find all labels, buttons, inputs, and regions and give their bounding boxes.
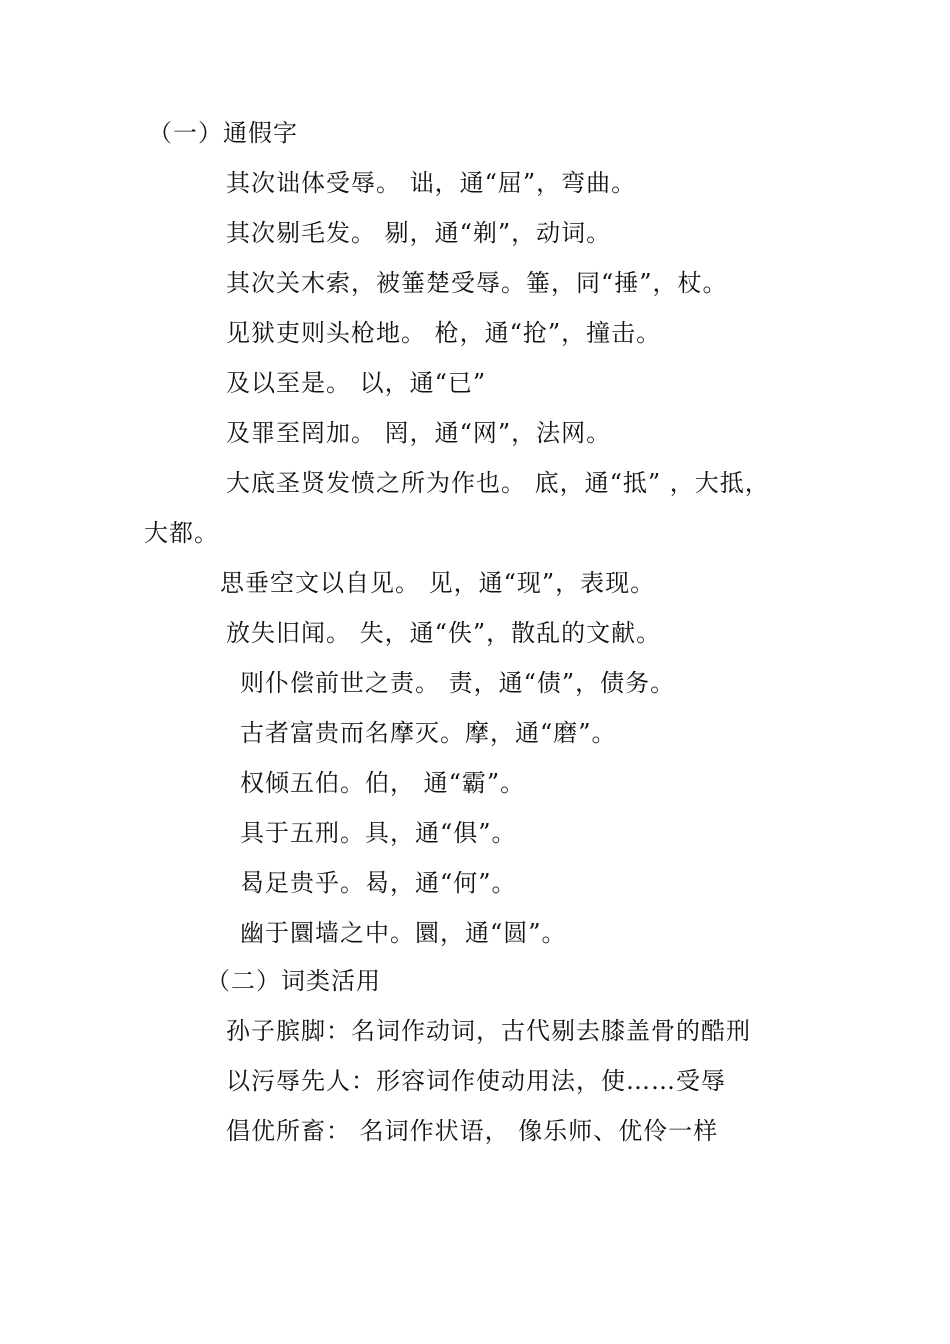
text-line: 以污辱先人：形容词作使动用法，使……受辱 xyxy=(226,1067,726,1095)
text-line: 其次剔毛发。 剔，通“剃”，动词。 xyxy=(226,219,612,247)
text-line: 曷足贵乎。曷，通“何”。 xyxy=(240,869,517,897)
text-line: 放失旧闻。 失，通“佚”，散乱的文献。 xyxy=(226,619,662,647)
text-line: 其次诎体受辱。 诎，通“屈”，弯曲。 xyxy=(226,169,637,197)
text-line: 大底圣贤发愤之所为作也。 底，通“抵” ，大抵， xyxy=(226,469,770,497)
text-line: 其次关木索，被箠楚受辱。箠，同“捶”，杖。 xyxy=(226,269,728,297)
text-line-continuation: 大都。 xyxy=(144,519,219,547)
text-line: 幽于圜墙之中。圜，通“圆”。 xyxy=(240,919,567,947)
text-line: 权倾五伯。伯， 通“霸”。 xyxy=(240,769,526,797)
text-line: 古者富贵而名摩灭。摩，通“磨”。 xyxy=(240,719,617,747)
text-line: 思垂空文以自见。 见，通“现”，表现。 xyxy=(220,569,656,597)
text-line: 具于五刑。具，通“俱”。 xyxy=(240,819,517,847)
text-line: 及以至是。 以，通“已” xyxy=(226,369,487,397)
text-line: 见狱吏则头枪地。 枪，通“抢”，撞击。 xyxy=(226,319,662,347)
text-line: 及罪至罔加。 罔，通“网”，法网。 xyxy=(226,419,612,447)
text-line: 倡优所畜： 名词作状语， 像乐师、优伶一样 xyxy=(226,1117,719,1145)
section-heading-cileihuoyong: （二）词类活用 xyxy=(206,967,381,995)
text-line: 孙子膑脚：名词作动词，古代剔去膝盖骨的酷刑 xyxy=(226,1017,751,1045)
text-line: 则仆偿前世之责。 责，通“债”，债务。 xyxy=(240,669,676,697)
section-heading-tongjiazi: （一）通假字 xyxy=(148,119,298,147)
